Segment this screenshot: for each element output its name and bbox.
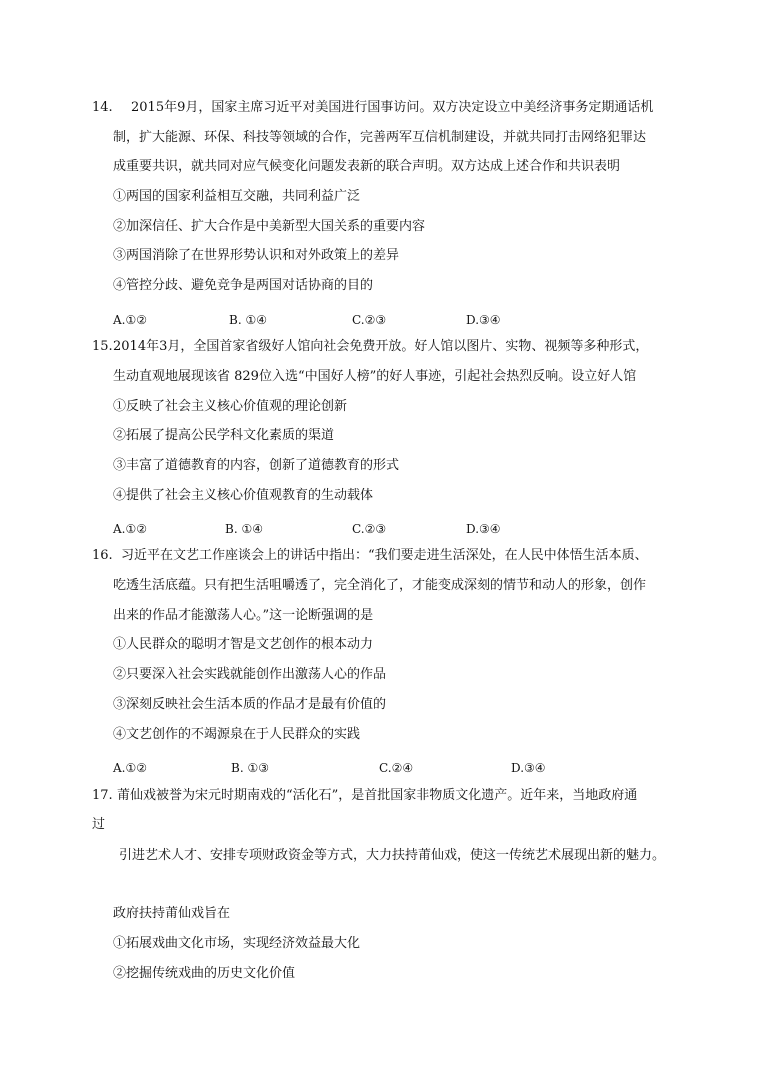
q17-stem-line-4: 政府扶持莆仙戏旨在 xyxy=(113,906,231,921)
q14-option-a: A.①② xyxy=(113,313,147,327)
q17-number: 17. xyxy=(92,788,113,803)
q16-item-1: ①人民群众的聪明才智是文艺创作的根本动力 xyxy=(113,637,374,652)
q16-option-d: D.③④ xyxy=(511,761,546,775)
q14-item-1: ①两国的国家利益相互交融，共同利益广泛 xyxy=(113,189,361,204)
q16-option-a: A.①② xyxy=(113,761,147,775)
q14-item-2: ②加深信任、扩大合作是中美新型大国关系的重要内容 xyxy=(113,219,426,234)
q17-stem-line-3: 引进艺术人才、安排专项财政资金等方式，大力扶持莆仙戏，使这一传统艺术展现出新的魅力。 xyxy=(119,848,666,863)
q16-stem-line-1: 习近平在文艺工作座谈会上的讲话中指出：“我们要走进生活深处，在人民中体悟生活本质、 xyxy=(121,548,648,563)
q16-item-3: ③深刻反映社会生活本质的作品才是最有价值的 xyxy=(113,697,387,712)
q15-number: 15. xyxy=(92,339,113,354)
q17-item-1: ①拓展戏曲文化市场，实现经济效益最大化 xyxy=(113,936,361,951)
q14-stem-line-2: 制，扩大能源、环保、科技等领域的合作，完善两军互信机制建设，并就共同打击网络犯罪达 xyxy=(113,130,647,145)
q14-number: 14. xyxy=(92,100,113,115)
q14-option-c: C.②③ xyxy=(352,313,387,327)
q14-option-b: B. ①④ xyxy=(229,313,267,327)
q15-option-d: D.③④ xyxy=(466,522,501,536)
q17-stem-line-1: 莆仙戏被誉为宋元时期南戏的“活化石”，是首批国家非物质文化遗产。近年来，当地政府通 xyxy=(117,788,638,803)
q16-number: 16. xyxy=(92,548,113,563)
q15-item-2: ②拓展了提高公民学科文化素质的渠道 xyxy=(113,428,335,443)
q15-stem-line-2: 生动直观地展现该省 829位入选“中国好人榜”的好人事迹，引起社会热烈反响。设立好人馆 xyxy=(113,369,637,384)
q17-item-2: ②挖掘传统戏曲的历史文化价值 xyxy=(113,966,296,981)
q14-stem-line-3: 成重要共识，就共同对应气候变化问题发表新的联合声明。双方达成上述合作和共识表明 xyxy=(113,159,621,174)
q15-item-4: ④提供了社会主义核心价值观教育的生动载体 xyxy=(113,488,374,503)
q15-option-c: C.②③ xyxy=(352,522,387,536)
q16-stem-line-2: 吃透生活底蕴。只有把生活咀嚼透了，完全消化了，才能变成深刻的情节和动人的形象，创作 xyxy=(113,578,647,593)
q14-item-4: ④管控分歧、避免竞争是两国对话协商的目的 xyxy=(113,278,374,293)
q15-option-a: A.①② xyxy=(113,522,147,536)
q14-item-3: ③两国消除了在世界形势认识和对外政策上的差异 xyxy=(113,248,400,263)
q15-option-b: B. ①④ xyxy=(225,522,263,536)
q17-stem-line-2: 过 xyxy=(92,817,106,832)
q16-item-4: ④文艺创作的不竭源泉在于人民群众的实践 xyxy=(113,727,361,742)
q15-item-1: ①反映了社会主义核心价值观的理论创新 xyxy=(113,399,348,414)
q16-item-2: ②只要深入社会实践就能创作出激荡人心的作品 xyxy=(113,667,387,682)
q14-stem-line-1: 2015年9月，国家主席习近平对美国进行国事访问。双方决定设立中美经济事务定期通话机 xyxy=(131,100,654,115)
q16-option-b: B. ①③ xyxy=(231,761,269,775)
q16-stem-line-3: 出来的作品才能激荡人心。”这一论断强调的是 xyxy=(113,608,374,623)
q16-option-c: C.②④ xyxy=(379,761,414,775)
q15-stem-line-1: 2014年3月，全国首家省级好人馆向社会免费开放。好人馆以图片、实物、视频等多种形式， xyxy=(113,339,649,354)
q14-option-d: D.③④ xyxy=(466,313,501,327)
q15-item-3: ③丰富了道德教育的内容，创新了道德教育的形式 xyxy=(113,458,400,473)
